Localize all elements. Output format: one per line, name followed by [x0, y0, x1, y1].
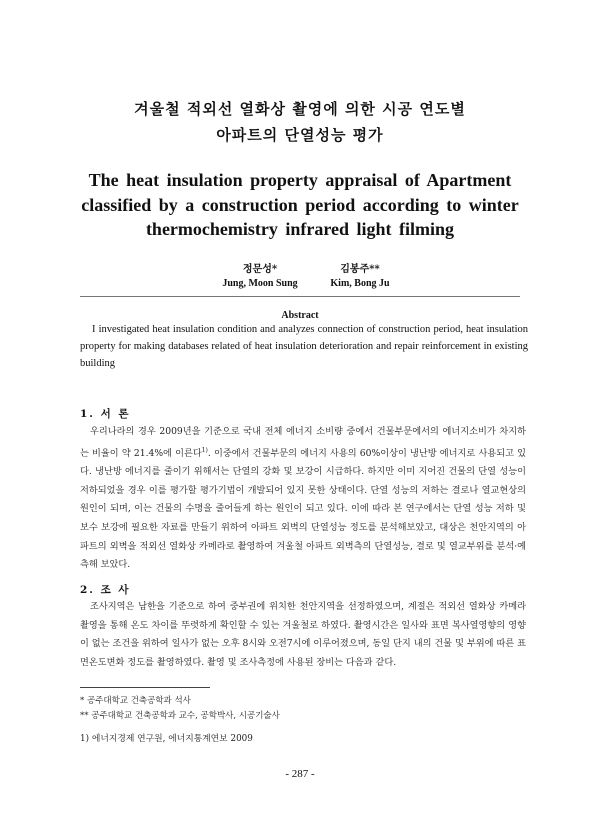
author-2-name-kr: 김봉주**	[340, 264, 380, 275]
footnote-divider	[80, 687, 210, 688]
korean-title-line-2: 아파트의 단열성능 평가	[216, 126, 384, 144]
author-1-name-kr: 정문성*	[242, 264, 278, 275]
section-1-body	[80, 423, 526, 575]
abstract-heading: Abstract	[281, 310, 319, 321]
section-1-text-b: . 이중에서 건물부문의 에너지 사용의 60%이상이 냉난방 에너지로 사용되고 있다. 냉난방 에너지를 줄이기 위해서는 단열의 강화 및 보강이 시급하다. 하지만 이미 지어진 건물의 단열 성능이 저하되었을 경우 이를 평가할 평가기법이 개발되어 있지 못한 상태이다. 단열 성능의 저하는 결로나 열교현상의 원인이 되며, 이는 건물의 수명을 줄어들게 하는 원인이 되고 있다. 이에 따라 본 연구에서는 단열 성능 저하 및 보수 보강에 필요한 자료를 만들기 위하여 아파트 외벽의 단열성능 정도를 분석해보았고, 대상은 천안지역의 아파트의 외벽을 적외선 열화상 카메라로 촬영하여 겨울철 아파트 외벽측의 단열성능, 결로 및 열교부위를 분석·예측해 보았다.	[80, 447, 526, 571]
page-number: - 287 -	[285, 768, 315, 780]
english-title-line-2: classified by a construction period according to winter	[81, 195, 519, 215]
abstract-text: I investigated heat insulation condition and analyzes connection of construction period, heat insulation property for making databases related of heat insulation deterioration and repair reinforcement in existing building	[80, 324, 528, 369]
reference-1: 1) 에너지경제 연구원, 에너지통계연보 2009	[80, 734, 253, 744]
header-divider	[80, 296, 520, 297]
section-1-text-a: 우리나라의 경우 2009년을 기준으로 국내 전체 에너지 소비량 중에서 건물부문에서의 에너지소비가 차지하는 비율이 약 21.4%에 이른다	[80, 426, 526, 459]
author-1-name-en: Jung, Moon Sung	[222, 278, 298, 289]
section-1-heading: 1. 서 론	[80, 408, 131, 420]
footnote-2: ** 공주대학교 건축공학과 교수, 공학박사, 시공기술사	[80, 711, 280, 721]
footnote-marker: 1)	[201, 446, 208, 454]
section-2-heading: 2. 조 사	[80, 584, 131, 596]
author-2-name-en: Kim, Bong Ju	[330, 278, 390, 289]
korean-title-line-1: 겨울철 적외선 열화상 촬영에 의한 시공 연도별	[134, 100, 466, 118]
author-2	[300, 260, 420, 289]
english-title-line-3: thermochemistry infrared light filming	[145, 219, 455, 239]
footnote-1: * 공주대학교 건축공학과 석사	[80, 696, 191, 706]
section-2-body: 조사지역은 남한을 기준으로 하여 중부권에 위치한 천안지역을 선정하였으며, 계절은 적외선 열화상 카메라 촬영을 통해 온도 차이를 뚜렷하게 확인할 수 있는 겨울철로 하였다. 촬영시간은 일사와 표면 복사열영향의 영향이 없는 조건을 위하여 일사가 없는 오후 8시와 오전7시에 이루어졌으며, 동일 단지 내의 건물 및 부위에 따른 표면온도변화 정도를 촬영하였다. 촬영 및 조사측정에 사용된 장비는 다음과 같다.	[80, 601, 526, 668]
english-title-line-1: The heat insulation property appraisal of Apartment	[88, 170, 512, 190]
